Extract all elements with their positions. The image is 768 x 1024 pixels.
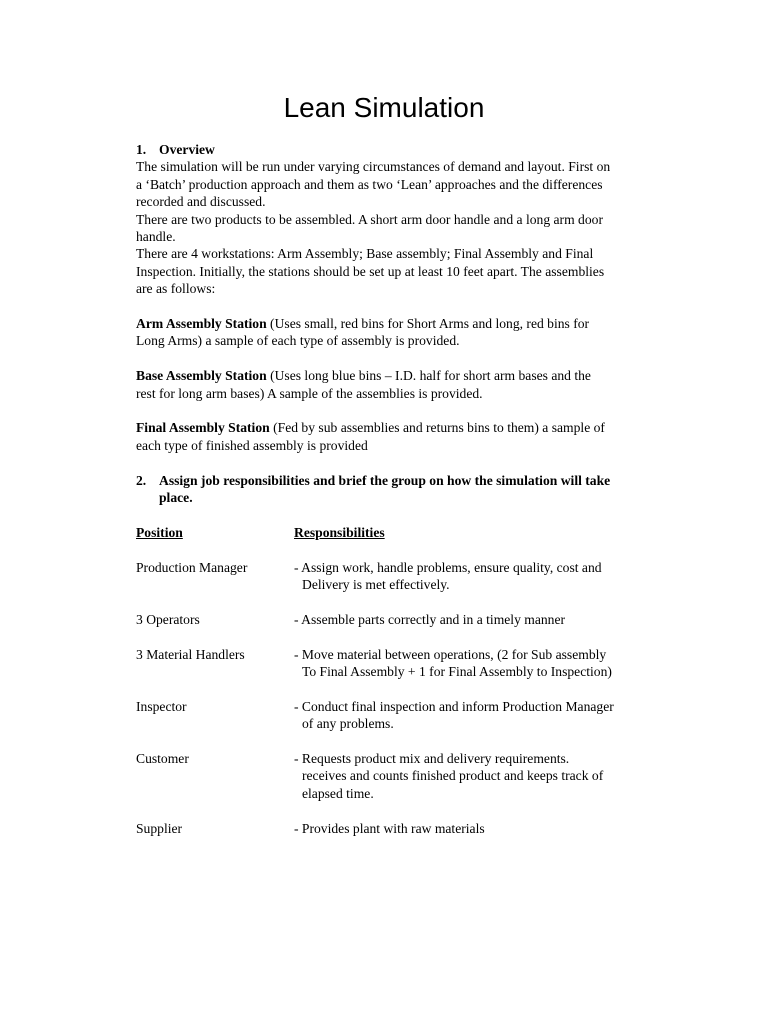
table-row [136,559,676,594]
responsibility-line: - Requests product mix and delivery requirements. [294,751,570,767]
table-row [136,611,676,628]
station-arm-assembly [136,315,676,350]
table-row [136,698,676,733]
station-name: Base Assembly Station [136,368,267,384]
document-title: Lean Simulation [283,92,485,123]
section-1-title: Overview [159,142,215,157]
column-header-responsibilities: Responsibilities [294,524,385,540]
table-header-row [136,524,676,541]
responsibilities-table [136,524,676,837]
section-2-title: place. [159,490,193,506]
station-description: Long Arms) a sample of each type of assembly is provided. [136,333,460,349]
responsibility-line: Delivery is met effectively. [302,577,450,593]
position-cell: Supplier [136,820,183,836]
table-row [136,820,676,837]
document-body [136,141,676,837]
overview-line: There are 4 workstations: Arm Assembly; Base assembly; Final Assembly and Final [136,246,594,262]
station-name: Final Assembly Station [136,420,270,436]
responsibility-line: - Move material between operations, (2 for Sub assembly [294,646,607,662]
position-cell: Customer [136,751,189,767]
responsibility-line: - Conduct final inspection and inform Production Manager [294,698,614,714]
overview-line: Inspection. Initially, the stations should be set up at least 10 feet apart. The assemblies [136,263,605,279]
position-cell: Inspector [136,698,187,714]
overview-line: recorded and discussed. [136,194,266,210]
station-final-assembly [136,419,676,454]
table-row [136,646,676,681]
station-description: (Fed by sub assemblies and returns bins to them) a sample of [269,420,605,436]
table-row [136,750,676,802]
responsibility-line: To Final Assembly + 1 for Final Assembly to Inspection) [302,664,612,680]
position-cell: 3 Material Handlers [136,646,245,662]
overview-line: The simulation will be run under varying circumstances of demand and layout. First on [136,159,611,175]
overview-line: are as follows: [136,281,216,297]
section-1-heading [136,141,676,158]
responsibility-line: - Assemble parts correctly and in a timely manner [294,611,566,627]
section-1-number: 1. [136,142,147,157]
overview-line: There are two products to be assembled. A short arm door handle and a long arm door [136,211,603,227]
station-description: each type of finished assembly is provided [136,437,368,453]
section-2-number: 2. [136,472,147,488]
station-description: (Uses long blue bins – I.D. half for short arm bases and the [266,368,591,384]
station-name: Arm Assembly Station [136,316,267,332]
position-cell: 3 Operators [136,611,200,627]
responsibility-line: receives and counts finished product and keeps track of [302,768,604,784]
section-2-heading [136,472,676,507]
section-2-title: Assign job responsibilities and brief the group on how the simulation will take [159,472,611,488]
responsibility-line: elapsed time. [302,785,374,801]
responsibility-line: of any problems. [302,716,394,732]
position-cell: Production Manager [136,559,248,575]
overview-line: handle. [136,229,176,245]
column-header-position: Position [136,524,183,540]
station-description: rest for long arm bases) A sample of the assemblies is provided. [136,385,483,401]
responsibility-line: - Provides plant with raw materials [294,820,485,836]
overview-line: a ‘Batch’ production approach and them as two ‘Lean’ approaches and the differences [136,176,603,192]
station-description: (Uses small, red bins for Short Arms and long, red bins for [266,316,590,332]
responsibility-line: - Assign work, handle problems, ensure quality, cost and [294,559,602,575]
station-base-assembly [136,367,676,402]
